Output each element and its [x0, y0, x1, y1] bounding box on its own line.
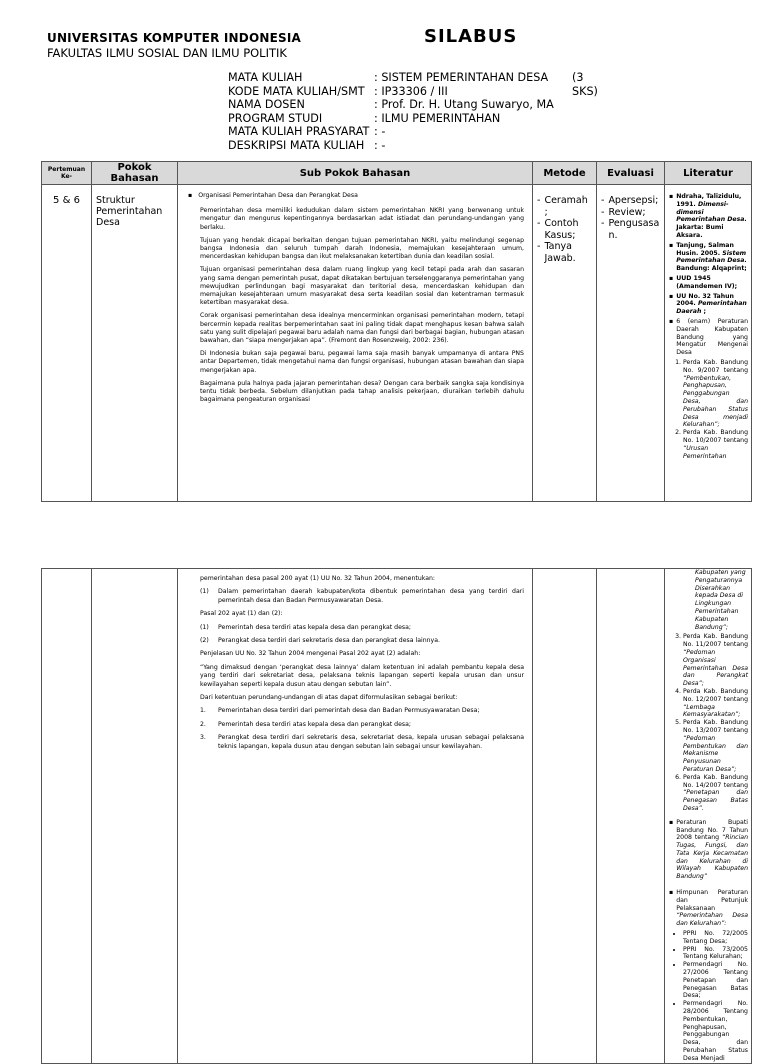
literature-regulation-item: • PPRI No. 73/2005 Tentang Kelurahan;	[683, 946, 748, 962]
header-metode: Metode	[533, 162, 597, 185]
topic-cell-empty	[92, 569, 178, 1064]
subtopic-paragraph: Bagaimana pula halnya pada jajaran pemerintahan desa? Dengan cara berbaik sangka saja kondisinya tentu tidak berbeda. Sebelum dilanjutkan pada tahap analisis pekerjaan, diuraikan terlebih dahulu bagaimana pengeaturan organisasi	[200, 379, 524, 404]
literature-perda-item: 5. Perda Kab. Bandung No. 13/2007 tentang “Pedoman Pembentukan dan Mekanisme Penyusunan Peraturan Desa”;	[683, 719, 748, 774]
pasal-202-label: Pasal 202 ayat (1) dan (2):	[200, 610, 283, 618]
literature-continuation: Kabupaten yang Pengaturannya Diserahkan kepada Desa di Lingkungan Pemerintahan Kabupaten Bandung”;	[695, 569, 746, 631]
subtopic-paragraph: Pemerintahan desa memiliki kedudukan dalam sistem pemerintahan NKRI yang berwenang untuk mengatur dan mengurus kepentingannya berdasarkan adat istiadat dan perundang-undangan yang berlaku.	[200, 207, 524, 231]
course-info-label: MATA KULIAH PRASYARAT	[228, 125, 370, 138]
course-info-value: : -	[374, 125, 386, 138]
subtopic-intro: pemerintahan desa pasal 200 ayat (1) UU No. 32 Tahun 2004, menentukan:	[200, 575, 436, 582]
course-info-label: MATA KULIAH	[228, 71, 303, 84]
literature-perda-intro: ▪ 6 (enam) Peraturan Daerah Kabupaten Bandung yang Mengatur Mengenai Desa	[669, 317, 748, 357]
evaluation-cell-empty	[597, 569, 665, 1064]
course-info-value: : Prof. Dr. H. Utang Suwaryo, MA	[374, 98, 554, 111]
course-info-value: : SISTEM PEMERINTAHAN DESA	[374, 71, 549, 84]
course-info-row	[228, 125, 554, 139]
literature-item: ▪ UUD 1945 (Amandemen IV);	[669, 274, 738, 290]
subtopic-numbered-item: 2. Pemerintah desa terdiri atas kepala desa dan perangkat desa;	[200, 720, 412, 728]
meeting-number: 5 & 6	[42, 185, 92, 502]
meeting-number-empty	[42, 569, 92, 1064]
course-info-label: NAMA DOSEN	[228, 98, 305, 111]
course-info-label: PROGRAM STUDI	[228, 111, 323, 125]
subtopic-numbered-item: 1. Pemerintahan desa terdiri dari pemerintah desa dan Badan Permusyawaratan Desa;	[200, 707, 480, 715]
syllabus-table	[41, 161, 752, 502]
subtopic-cell-continued	[178, 569, 533, 1064]
literature-item: ▪ Ndraha, Talizidulu, 1991. Dimensi-dimensi Pemerintahan Desa. Jakarta: Bumi Aksara.	[669, 193, 747, 239]
subtopic-cell	[178, 185, 533, 502]
penjelasan-label: Penjelasan UU No. 32 Tahun 2004 mengenai Pasal 202 ayat (2) adalah:	[200, 650, 421, 658]
formulation-label: Dari ketentuan perundang-undangan di atas dapat diformulasikan sebagai berikut:	[200, 694, 458, 702]
method-cell	[533, 185, 597, 502]
literature-perda-item: 2. Perda Kab. Bandung No. 10/2007 tentang “Urusan Pemerintahan	[683, 429, 748, 460]
course-info-row	[228, 139, 554, 153]
penjelasan-quote: “Yang dimaksud dengan ‘perangkat desa lainnya’ dalam ketentuan ini adalah pembantu kepala desa yang terdiri dari sekretariat desa, pelaksana teknis lapangan seperti kepala urusan dan unsur kewilayahan seperti kepala dusun atau dengan sebutan lain”.	[200, 663, 524, 688]
method-item: - Contoh Kasus;	[537, 218, 579, 241]
subtopic-paragraph: Corak organisasi pemerintahan desa idealnya mencerminkan organisasi pemerintahan modern, tetapi bercermin kepada realitas berpemerintahan saat ini paling tidak dapat menghapus kesan bahwa salah satu yang sulit dipelajari pegawai baru adalah nama dan fungsi dari berbagai bagian, hubungan atasan bawahan, dan “siapa mengerjakan apa”. (Fremont dan Rosenzweig, 2002: 236).	[200, 312, 524, 345]
course-info-row	[228, 98, 554, 112]
course-info-row	[228, 71, 554, 85]
evaluation-item: - Apersepsi;	[601, 195, 659, 206]
literature-item: ▪ UU No. 32 Tahun 2004. Pemerintahan Daerah ;	[669, 292, 747, 316]
subtopic-numbered-item: (2) Perangkat desa terdiri dari sekretaris desa dan perangkat desa lainnya.	[200, 637, 440, 645]
university-name: UNIVERSITAS KOMPUTER INDONESIA	[47, 31, 301, 45]
literature-regulation-item: • Permendagri No. 28/2006 Tentang Pembentukan, Penghapusan, Penggabungan Desa, dan Perubahan Status Desa Menjadi	[683, 1000, 748, 1062]
topic-cell: Struktur Pemerintahan Desa	[92, 185, 178, 502]
literature-regulation-item: • PPRI No. 72/2005 Tentang Desa;	[683, 930, 748, 946]
document-title: SILABUS	[424, 26, 518, 47]
method-item: - Ceramah ;	[537, 195, 588, 218]
subtopic-numbered-item: (1) Pemerintah desa terdiri atas kepala desa dan perangkat desa;	[200, 623, 412, 631]
syllabus-table-continued	[41, 568, 752, 1064]
course-info-label: KODE MATA KULIAH/SMT	[228, 84, 365, 98]
faculty-name: FAKULTAS ILMU SOSIAL DAN ILMU POLITIK	[47, 46, 287, 60]
subtopic-bullet: ▪ Organisasi Pemerintahan Desa dan Perangkat Desa	[188, 192, 358, 199]
literature-regulation-item: • Permendagri No. 27/2006 Tentang Penetapan dan Penegasan Batas Desa;	[683, 961, 748, 1000]
literature-perda-item: 6. Perda Kab. Bandung No. 14/2007 tentang “Penetapan dan Penegasan Batas Desa”.	[683, 774, 748, 813]
course-info-value: : -	[374, 138, 386, 152]
evaluation-cell	[597, 185, 665, 502]
course-info-value: : ILMU PEMERINTAHAN	[374, 111, 501, 125]
header-evaluasi: Evaluasi	[597, 162, 665, 185]
header-sub-pokok-bahasan: Sub Pokok Bahasan	[178, 162, 533, 185]
header-literatur: Literatur	[665, 162, 752, 185]
subtopic-numbered-item: 3. Perangkat desa terdiri dari sekretaris desa, sekretariat desa, kepala urusan sebagai pelaksana teknis lapangan, kepala dusun atau dengan sebutan lain sebagai unsur kewilayahan.	[200, 734, 524, 750]
evaluation-item: - Review;	[601, 206, 646, 218]
method-cell-empty	[533, 569, 597, 1064]
literature-perda-item: 4. Perda Kab. Bandung No. 12/2007 tentang “Lembaga Kemasyarakatan”;	[683, 688, 748, 719]
subtopic-numbered-item: (1) Dalam pemerintahan daerah kabupaten/kota dibentuk pemerintahan desa yang terdiri dari pemerintah desa dan Badan Permusyawaratan Desa.	[200, 588, 524, 604]
evaluation-item: - Pengusasa n.	[601, 218, 660, 241]
course-info-row	[228, 112, 554, 126]
course-info-row	[228, 85, 554, 99]
header-pokok-bahasan: Pokok Bahasan	[92, 162, 178, 185]
course-info-label: DESKRIPSI MATA KULIAH	[228, 138, 365, 152]
literature-perda-item: 1. Perda Kab. Bandung No. 9/2007 tentang “Pembentukan, Penghapusan, Penggabungan Desa, dan Perubahan Status Desa menjadi Kelurahan”;	[683, 359, 748, 429]
literature-perbup: ▪ Peraturan Bupati Bandung No. 7 Tahun 2008 tentang “Rincian Tugas, Fungsi, dan Tata Kerja Kecamatan dan Kelurahan di Wilayah Kabupaten Bandung”	[669, 818, 748, 881]
subtopic-paragraph: Tujuan organisasi pemerintahan desa dalam ruang lingkup yang kecil tetapi pada arah dan sasaran yang sama dengan pemerintah pusat, dapat dikatakan bertujuan terselenggaranya pemerintahan yang mewujudkan perlindungan bagi masyarakat dan teritorial desa, mencerdaskan kehidupan dan memajukan kesejahteraan umum masyarakat desa serta keadilan sosial dan ketentraman termasuk ketertiban masyarakat desa.	[200, 266, 524, 307]
course-info-value: : IP33306 / III	[374, 84, 448, 98]
literature-perda-item: 3. Perda Kab. Bandung No. 11/2007 tentang “Pedoman Organisasi Pemerintahan Desa dan Perangkat Desa”;	[683, 633, 748, 688]
literature-himpunan: ▪ Himpunan Peraturan dan Petunjuk Pelaksanaan “Pemerintahan Desa dan Kelurahan”:	[669, 889, 748, 928]
subtopic-paragraph: Di Indonesia bukan saja pegawai baru, pegawai lama saja masih banyak umpamanya di antara PNS antar Departemen, tidak mengetahui nama dan fungsi organisasi, hubungan atasan bawahan dan siapa mengerjakan apa.	[200, 350, 524, 374]
literature-item: ▪ Tanjung, Salman Husin. 2005. Sistem Pemerintahan Desa. Bandung: Alqaprint;	[669, 241, 747, 273]
subtopic-paragraph: Tujuan yang hendak dicapai berkaitan dengan tujuan pemerintahan NKRI, yaitu melindungi segenap bangsa Indonesia dan seluruh tumpah darah Indonesia, memajukan kesejahteraan umum, mencerdaskan kehidupan bangsa dan ikut melaksanakan ketertiban dunia dan keadilan sosial.	[200, 236, 524, 261]
header-pertemuan: Pertemuan Ke-	[42, 162, 92, 185]
course-info	[228, 71, 598, 152]
literature-cell-continued	[665, 569, 752, 1064]
method-item: - Tanya Jawab.	[537, 241, 576, 264]
credit-units: (3 SKS)	[572, 71, 598, 98]
literature-cell	[665, 185, 752, 502]
